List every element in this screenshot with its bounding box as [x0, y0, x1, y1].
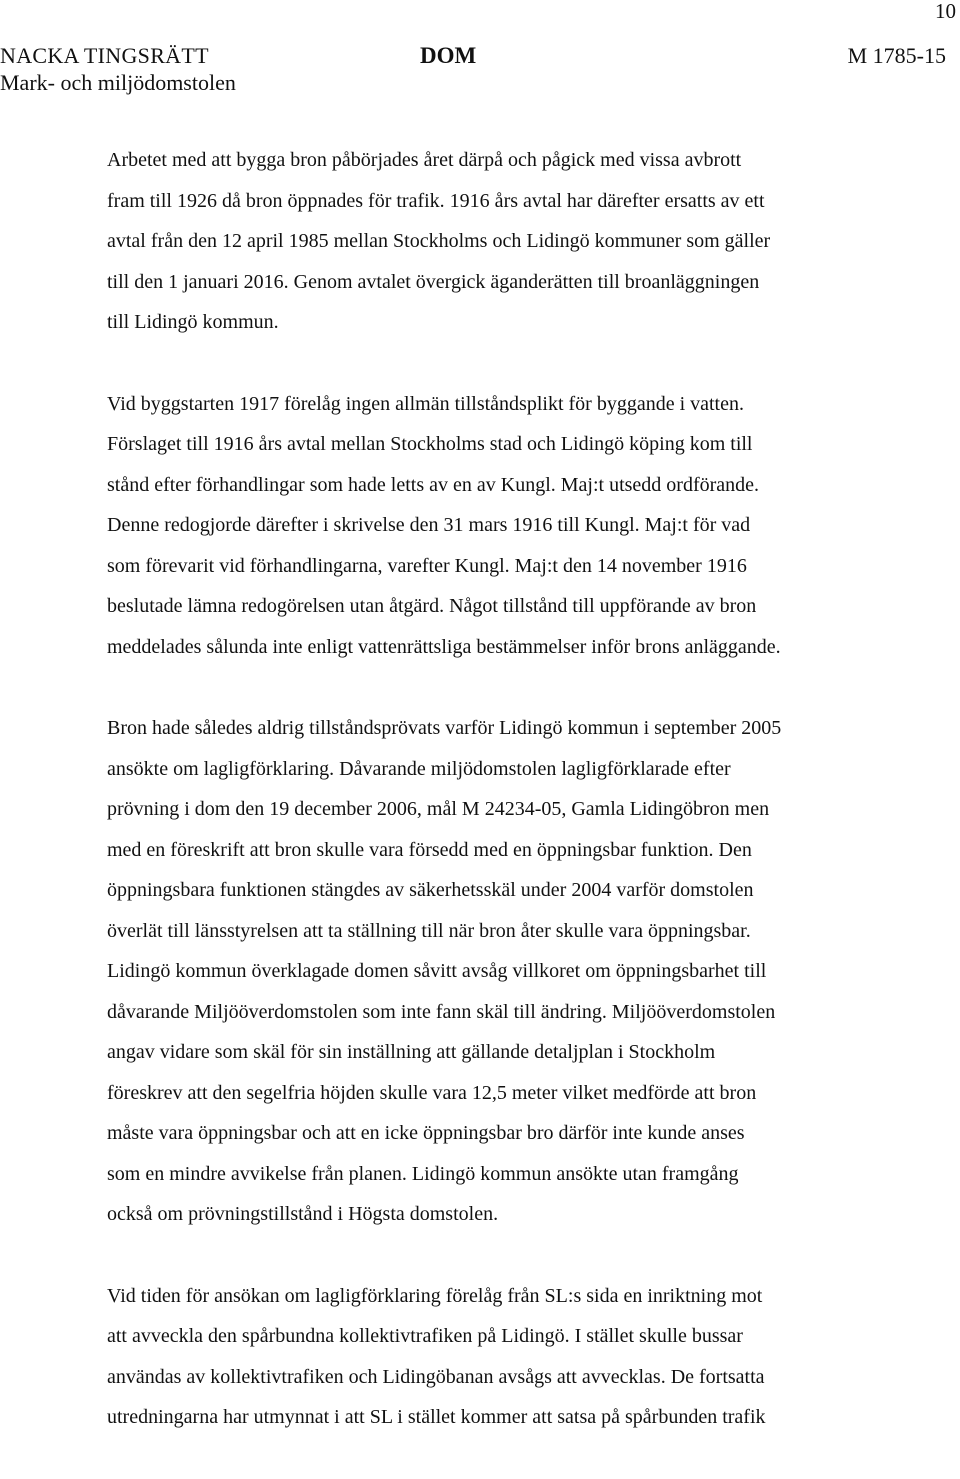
text-line: Vid byggstarten 1917 förelåg ingen allmän tillståndsplikt för byggande i vatten.	[107, 392, 744, 415]
text-line: Bron hade således aldrig tillståndsprövats varför Lidingö kommun i september 2005	[107, 717, 782, 739]
text-line: Denne redogjorde därefter i skrivelse den 31 mars 1916 till Kungl. Maj:t för vad	[107, 514, 751, 536]
text-line: till den 1 januari 2016. Genom avtalet övergick äganderätten till broanläggningen	[107, 270, 760, 293]
paragraph	[107, 1276, 897, 1438]
court-name: NACKA TINGSRÄTT	[0, 43, 209, 68]
document-body	[107, 140, 897, 1479]
text-line: angav vidare som skäl för sin inställning att gällande detaljplan i Stockholm	[107, 1041, 716, 1063]
document-type: DOM	[420, 43, 477, 68]
text-line: öppningsbara funktionen stängdes av säkerhetsskäl under 2004 varför domstolen	[107, 879, 754, 901]
text-line: Lidingö kommun överklagade domen såvitt avsåg villkoret om öppningsbarhet till	[107, 960, 767, 982]
text-line: Förslaget till 1916 års avtal mellan Stockholms stad och Lidingö köping kom till	[107, 433, 753, 455]
text-line: överlät till länsstyrelsen att ta ställning till när bron åter skulle vara öppningsbar.	[107, 919, 751, 942]
text-line: användas av kollektivtrafiken och Lidingöbanan avsågs att avvecklas. De fortsatta	[107, 1365, 765, 1388]
text-line: ansökte om lagligförklaring. Dåvarande miljödomstolen lagligförklarade efter	[107, 757, 731, 780]
text-line: Vid tiden för ansökan om lagligförklaring förelåg från SL:s sida en inriktning mot	[107, 1284, 763, 1307]
case-number: M 1785-15	[847, 43, 946, 68]
text-line: som förevarit vid förhandlingarna, varefter Kungl. Maj:t den 14 november 1916	[107, 554, 747, 577]
text-line: Arbetet med att bygga bron påbörjades året därpå och pågick med vissa avbrott	[107, 149, 742, 171]
text-line: avtal från den 12 april 1985 mellan Stockholms och Lidingö kommuner som gäller	[107, 230, 771, 252]
text-line: måste vara öppningsbar och att en icke öppningsbar bro därför inte kunde anses	[107, 1122, 745, 1144]
paragraph	[107, 384, 897, 668]
text-line: till Lidingö kommun.	[107, 311, 279, 333]
text-line: som en mindre avvikelse från planen. Lidingö kommun ansökte utan framgång	[107, 1162, 739, 1185]
court-division: Mark- och miljödomstolen	[0, 70, 236, 95]
text-line: dåvarande Miljööverdomstolen som inte fann skäl till ändring. Miljööverdomstolen	[107, 1000, 776, 1023]
text-line: föreskrev att den segelfria höjden skulle vara 12,5 meter vilket medförde att bron	[107, 1081, 757, 1104]
text-line: beslutade lämna redogörelsen utan åtgärd. Något tillstånd till uppförande av bron	[107, 595, 757, 617]
paragraph	[107, 708, 897, 1235]
text-line: stånd efter förhandlingar som hade letts av en av Kungl. Maj:t utsedd ordförande.	[107, 473, 760, 496]
text-line: att avveckla den spårbundna kollektivtrafiken på Lidingö. I stället skulle bussar	[107, 1325, 743, 1347]
text-line: med en föreskrift att bron skulle vara försedd med en öppningsbar funktion. Den	[107, 838, 752, 861]
paragraph	[107, 140, 897, 343]
text-line: prövning i dom den 19 december 2006, mål M 24234-05, Gamla Lidingöbron men	[107, 798, 770, 820]
document-header	[0, 42, 946, 98]
text-line: utredningarna har utmynnat i att SL i stället kommer att satsa på spårbunden trafik	[107, 1406, 766, 1428]
page-number: 10	[935, 0, 956, 23]
text-line: också om prövningstillstånd i Högsta domstolen.	[107, 1203, 499, 1225]
text-line: meddelades sålunda inte enligt vattenrättsliga bestämmelser inför brons anläggande.	[107, 635, 781, 658]
text-line: fram till 1926 då bron öppnades för trafik. 1916 års avtal har därefter ersatts av ett	[107, 189, 765, 212]
